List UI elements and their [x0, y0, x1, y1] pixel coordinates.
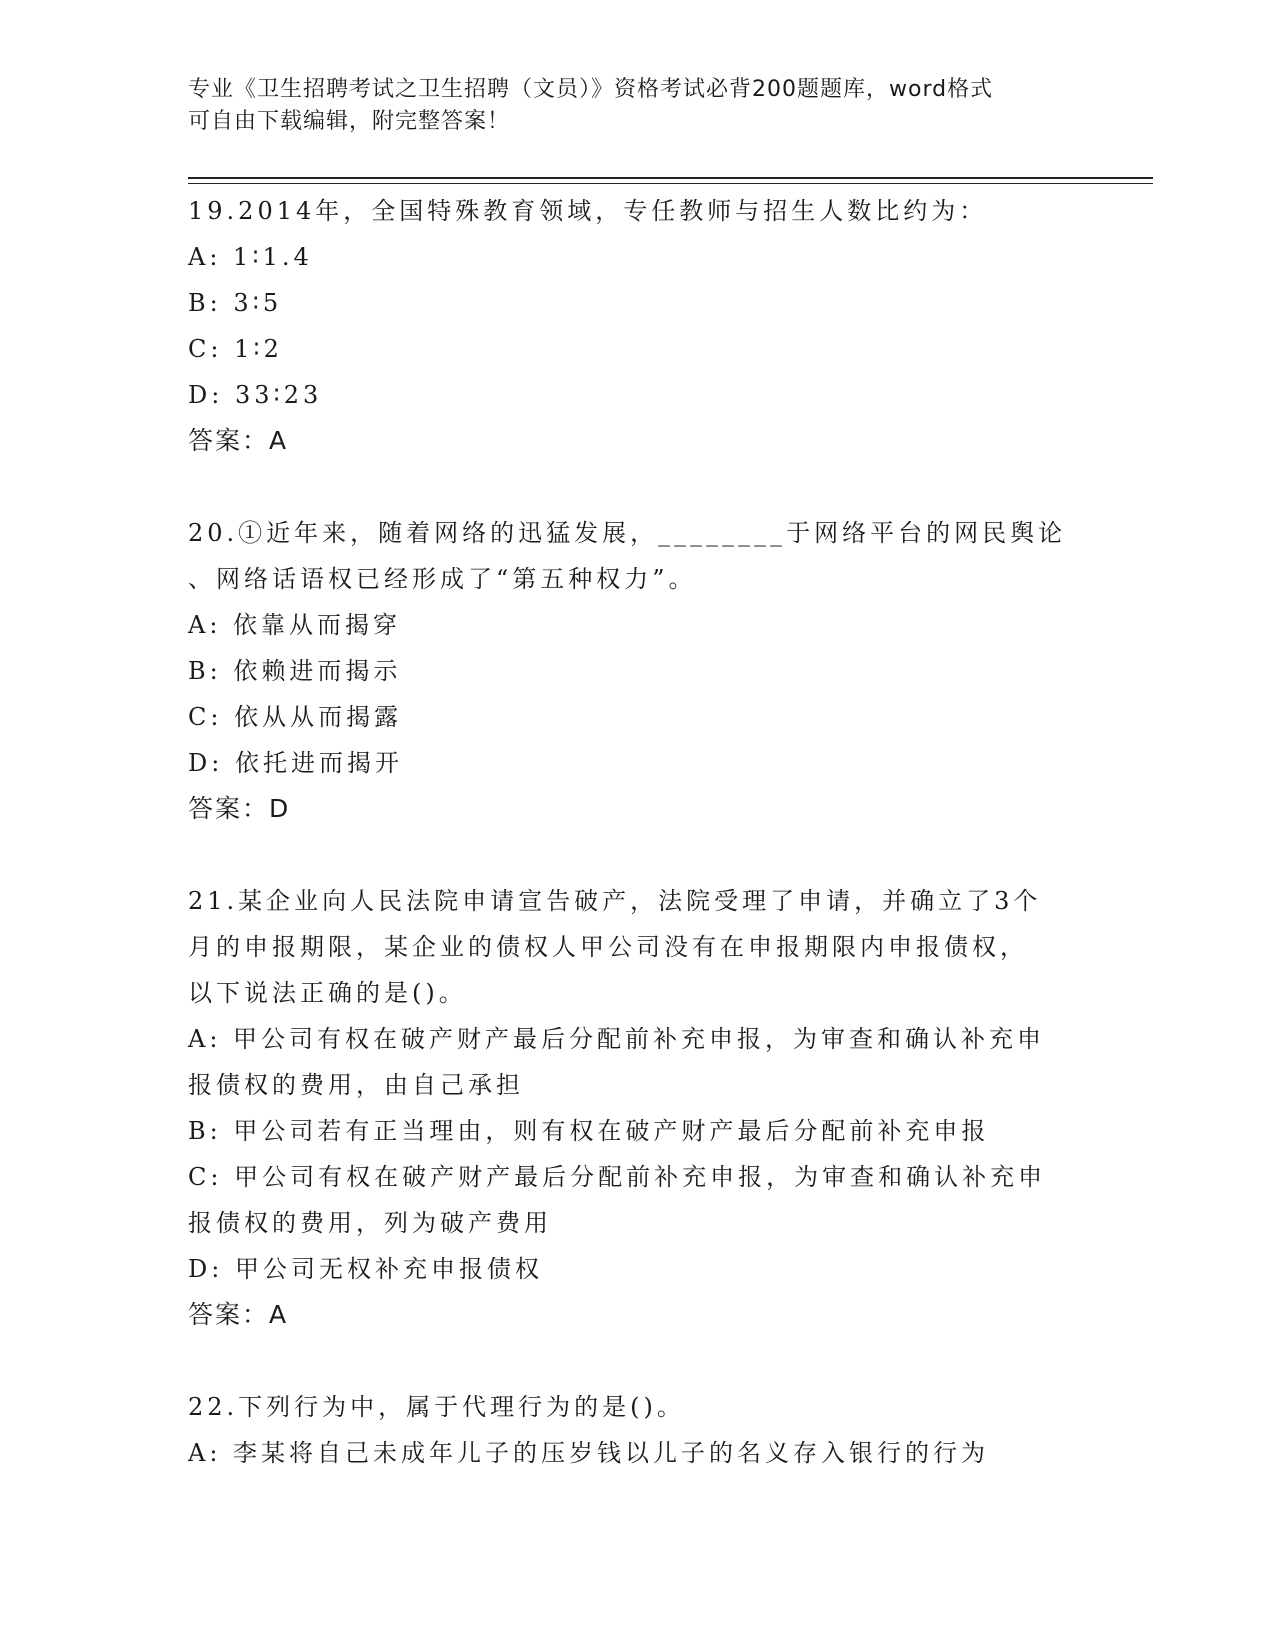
question-stem: 22.下列行为中，属于代理行为的是()。 — [188, 1393, 685, 1421]
header-divider-thin — [188, 183, 1153, 184]
option-a: A: 李某将自己未成年儿子的压岁钱以儿子的名义存入银行的行为 — [188, 1439, 990, 1467]
option-a: A: 1∶1.4 — [188, 243, 313, 271]
question-stem-line-3: 以下说法正确的是()。 — [188, 979, 467, 1007]
question-stem-line-1: 21.某企业向人民法院申请宣告破产，法院受理了申请，并确立了3个 — [188, 887, 1042, 915]
question-21 — [188, 878, 1088, 1338]
header-line-1: 专业《卫生招聘考试之卫生招聘（文员）》资格考试必背200题题库，word格式 — [188, 77, 994, 102]
question-stem-line-1: 20.①近年来，随着网络的迅猛发展，________于网络平台的网民舆论 — [188, 519, 1067, 547]
option-a-line-1: A: 甲公司有权在破产财产最后分配前补充申报，为审查和确认补充申 — [188, 1025, 1046, 1053]
option-d: D: 依托进而揭开 — [188, 749, 403, 777]
option-c: C: 依从从而揭露 — [188, 703, 403, 731]
option-c-line-1: C: 甲公司有权在破产财产最后分配前补充申报，为审查和确认补充申 — [188, 1163, 1047, 1191]
option-d: D: 甲公司无权补充申报债权 — [188, 1255, 543, 1283]
option-c: C: 1∶2 — [188, 335, 283, 363]
question-19 — [188, 188, 1088, 464]
question-spacer — [188, 1338, 1088, 1384]
answer-line: 答案：A — [188, 426, 289, 455]
answer-line: 答案：A — [188, 1300, 289, 1329]
document-header — [188, 74, 1088, 138]
question-22 — [188, 1384, 1088, 1476]
question-spacer — [188, 464, 1088, 510]
header-divider-thick — [188, 177, 1153, 179]
question-spacer — [188, 832, 1088, 878]
option-b: B: 依赖进而揭示 — [188, 657, 402, 685]
option-c-line-2: 报债权的费用，列为破产费用 — [188, 1209, 552, 1237]
option-a-line-2: 报债权的费用，由自己承担 — [188, 1071, 524, 1099]
option-d: D: 33∶23 — [188, 381, 323, 409]
option-b: B: 甲公司若有正当理由，则有权在破产财产最后分配前补充申报 — [188, 1117, 990, 1145]
question-20 — [188, 510, 1088, 832]
question-stem: 19.2014年，全国特殊教育领域，专任教师与招生人数比约为： — [188, 197, 988, 225]
header-line-2: 可自由下载编辑，附完整答案！ — [188, 109, 511, 134]
option-b: B: 3∶5 — [188, 289, 283, 317]
option-a: A: 依靠从而揭穿 — [188, 611, 402, 639]
question-stem-line-2: 、网络话语权已经形成了“第五种权力”。 — [188, 565, 697, 593]
question-stem-line-2: 月的申报期限，某企业的债权人甲公司没有在申报期限内申报债权， — [188, 933, 1028, 961]
question-list — [188, 188, 1088, 1476]
answer-line: 答案：D — [188, 794, 291, 823]
